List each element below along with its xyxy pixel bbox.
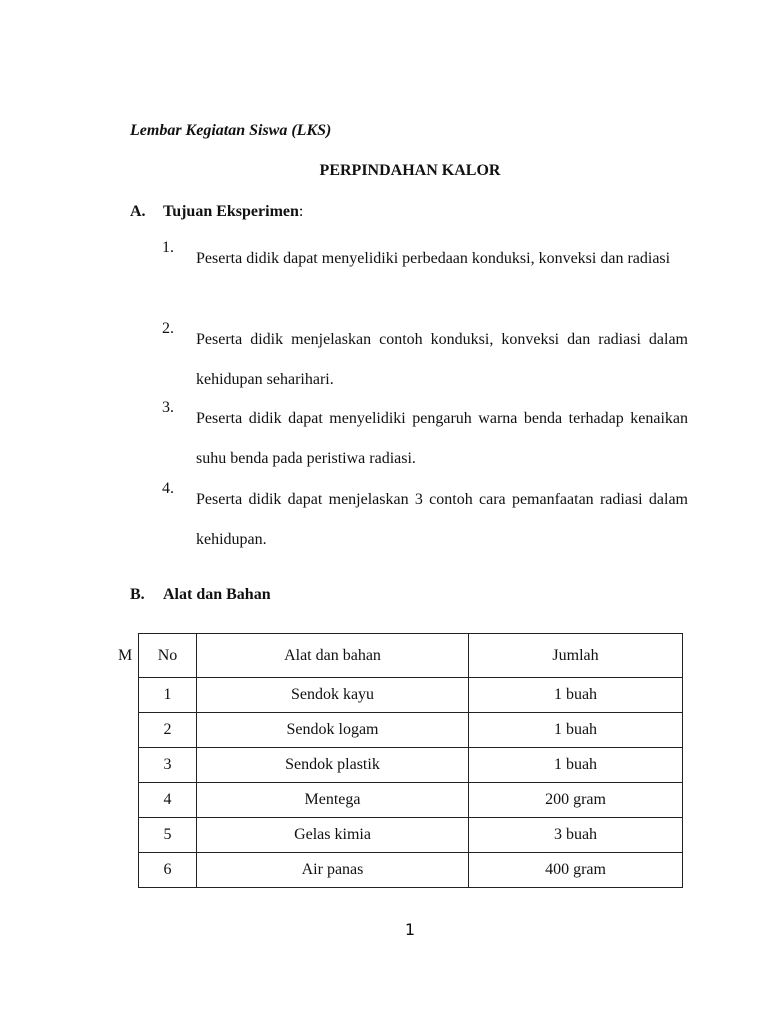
table-row <box>139 853 683 888</box>
section-a-title: Tujuan Eksperimen <box>163 203 299 220</box>
section-a-letter: A. <box>130 203 146 220</box>
objective-text: Peserta didik dapat menyelidiki pengaruh warna benda terhadap kenaikan suhu benda pada peristiwa radiasi. <box>196 410 688 467</box>
cell-no: 2 <box>139 713 197 748</box>
page-number: 1 <box>404 920 416 939</box>
objective-text: Peserta didik dapat menyelidiki perbedaan konduksi, konveksi dan radiasi <box>196 250 671 267</box>
table-row <box>139 678 683 713</box>
worksheet-subtitle: Lembar Kegiatan Siswa (LKS) <box>130 122 332 139</box>
cell-item: Air panas <box>197 853 469 888</box>
objective-text: Peserta didik dapat menjelaskan 3 contoh cara pemanfaatan radiasi dalam kehidupan. <box>196 491 688 548</box>
header-quantity: Jumlah <box>469 634 683 678</box>
cell-quantity: 200 gram <box>469 783 683 818</box>
cell-item: Gelas kimia <box>197 818 469 853</box>
cell-no: 3 <box>139 748 197 783</box>
objective-number: 1. <box>162 239 174 256</box>
cell-item: Sendok plastik <box>197 748 469 783</box>
table-row <box>139 713 683 748</box>
section-a-colon: : <box>298 203 304 220</box>
margin-mark: M <box>118 647 133 664</box>
section-b-heading <box>130 586 271 604</box>
cell-quantity: 1 buah <box>469 713 683 748</box>
cell-item: Sendok kayu <box>197 678 469 713</box>
objective-item <box>162 320 688 400</box>
header-no: No <box>139 634 197 678</box>
objective-number: 4. <box>162 480 174 497</box>
cell-quantity: 3 buah <box>469 818 683 853</box>
cell-quantity: 1 buah <box>469 748 683 783</box>
cell-item: Mentega <box>197 783 469 818</box>
objective-item <box>162 239 688 279</box>
objective-text: Peserta didik menjelaskan contoh konduksi, konveksi dan radiasi dalam kehidupan seharihari. <box>196 331 688 388</box>
cell-item: Sendok logam <box>197 713 469 748</box>
cell-no: 4 <box>139 783 197 818</box>
objective-item <box>162 399 688 479</box>
table-row <box>139 818 683 853</box>
cell-quantity: 400 gram <box>469 853 683 888</box>
objective-number: 3. <box>162 399 174 416</box>
table-header-row <box>139 634 683 678</box>
document-title: PERPINDAHAN KALOR <box>319 162 501 179</box>
cell-no: 6 <box>139 853 197 888</box>
objective-item <box>162 480 688 560</box>
section-a-heading <box>130 203 303 221</box>
table-row <box>139 783 683 818</box>
section-b-title: Alat dan Bahan <box>163 586 271 603</box>
cell-no: 5 <box>139 818 197 853</box>
table-row <box>139 748 683 783</box>
materials-table <box>138 633 683 888</box>
cell-no: 1 <box>139 678 197 713</box>
header-item: Alat dan bahan <box>197 634 469 678</box>
objective-number: 2. <box>162 320 174 337</box>
cell-quantity: 1 buah <box>469 678 683 713</box>
section-b-letter: B. <box>130 586 145 603</box>
